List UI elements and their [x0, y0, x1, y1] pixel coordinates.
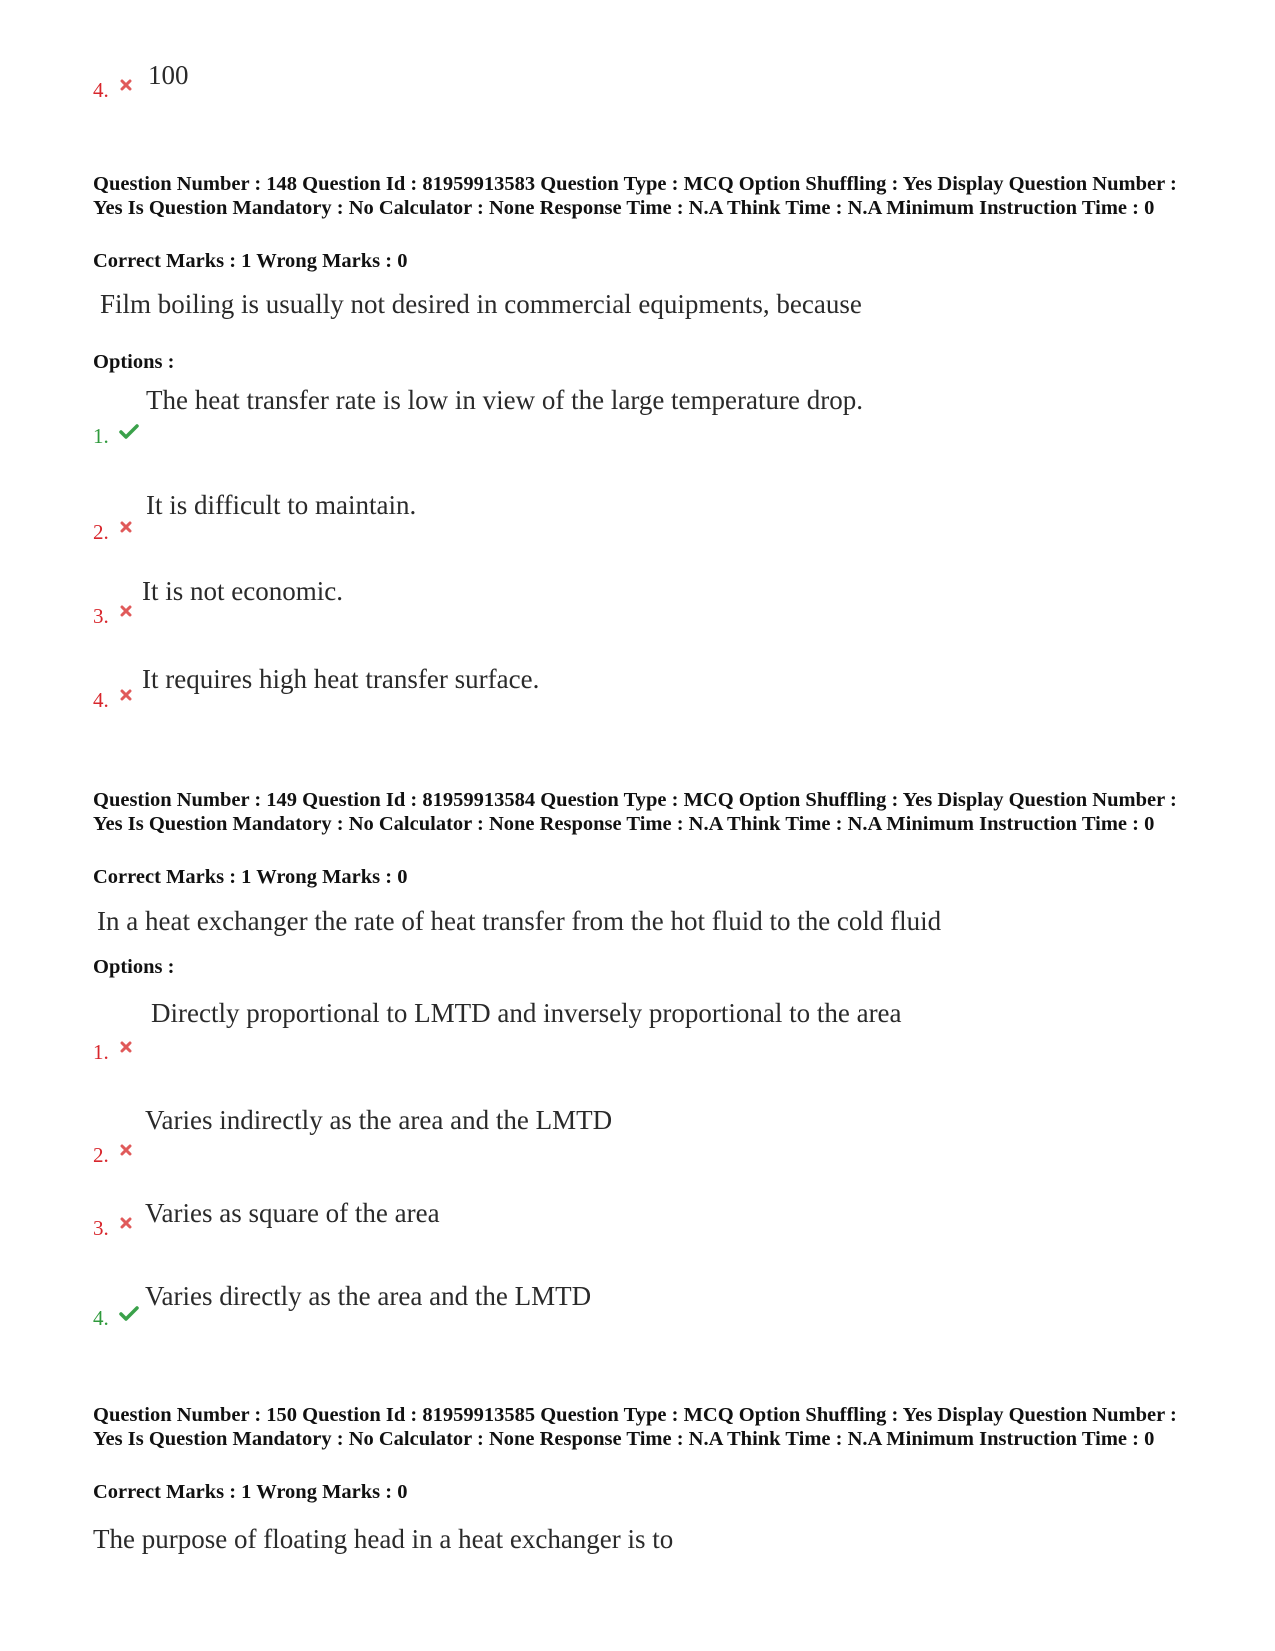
- option-number: 3.: [93, 604, 109, 628]
- cross-icon: [119, 78, 133, 97]
- question-text: Film boiling is usually not desired in commercial equipments, because: [100, 289, 862, 319]
- option-text: 100: [148, 60, 189, 90]
- option-text: It is not economic.: [142, 576, 343, 606]
- option-marker: [93, 1143, 133, 1168]
- option-number: 2.: [93, 520, 109, 544]
- option-row: [93, 78, 133, 103]
- question-marks: Correct Marks : 1 Wrong Marks : 0: [93, 866, 408, 888]
- question-meta: Question Number : 148 Question Id : 81959913583 Question Type : MCQ Option Shuffling : Yes Display Question Number : Yes Is Question Mandatory : No Calculator : None Response Time : N.A Think Time : N.A Minimum Instruction Time : 0: [93, 173, 1177, 219]
- option-text: It requires high heat transfer surface.: [142, 664, 540, 694]
- question-marks: Correct Marks : 1 Wrong Marks : 0: [93, 250, 408, 272]
- question-meta: Question Number : 149 Question Id : 81959913584 Question Type : MCQ Option Shuffling : Yes Display Question Number : Yes Is Question Mandatory : No Calculator : None Response Time : N.A Think Time : N.A Minimum Instruction Time : 0: [93, 789, 1177, 835]
- options-label: Options :: [93, 351, 175, 373]
- cross-icon: [119, 1143, 133, 1162]
- option-text: It is difficult to maintain.: [146, 490, 417, 520]
- question-text: In a heat exchanger the rate of heat transfer from the hot fluid to the cold fluid: [97, 906, 942, 936]
- option-marker: [93, 424, 139, 449]
- option-text: Varies as square of the area: [145, 1198, 440, 1228]
- option-marker: [93, 604, 133, 629]
- option-marker: [93, 1216, 133, 1241]
- option-number: 2.: [93, 1143, 109, 1167]
- option-marker: [93, 1040, 133, 1065]
- option-text: Varies directly as the area and the LMTD: [145, 1281, 592, 1311]
- check-icon: [119, 424, 139, 445]
- option-marker: [93, 1306, 139, 1331]
- cross-icon: [119, 520, 133, 539]
- option-number: 4.: [93, 1306, 109, 1330]
- option-number: 3.: [93, 1216, 109, 1240]
- option-text: The heat transfer rate is low in view of the large temperature drop.: [146, 385, 863, 415]
- cross-icon: [119, 1216, 133, 1235]
- cross-icon: [119, 604, 133, 623]
- option-text: Varies indirectly as the area and the LMTD: [145, 1105, 613, 1135]
- question-marks: Correct Marks : 1 Wrong Marks : 0: [93, 1481, 408, 1503]
- option-marker: [93, 688, 133, 713]
- question-meta: Question Number : 150 Question Id : 81959913585 Question Type : MCQ Option Shuffling : Yes Display Question Number : Yes Is Question Mandatory : No Calculator : None Response Time : N.A Think Time : N.A Minimum Instruction Time : 0: [93, 1404, 1177, 1450]
- option-number: 1.: [93, 1040, 109, 1064]
- option-number: 1.: [93, 424, 109, 448]
- cross-icon: [119, 1040, 133, 1059]
- option-text: Directly proportional to LMTD and inversely proportional to the area: [151, 998, 902, 1028]
- options-label: Options :: [93, 956, 175, 978]
- question-text: The purpose of floating head in a heat exchanger is to: [93, 1524, 674, 1554]
- check-icon: [119, 1306, 139, 1327]
- option-number: 4.: [93, 688, 109, 712]
- option-marker: [93, 520, 133, 545]
- option-number: 4.: [93, 78, 109, 102]
- cross-icon: [119, 688, 133, 707]
